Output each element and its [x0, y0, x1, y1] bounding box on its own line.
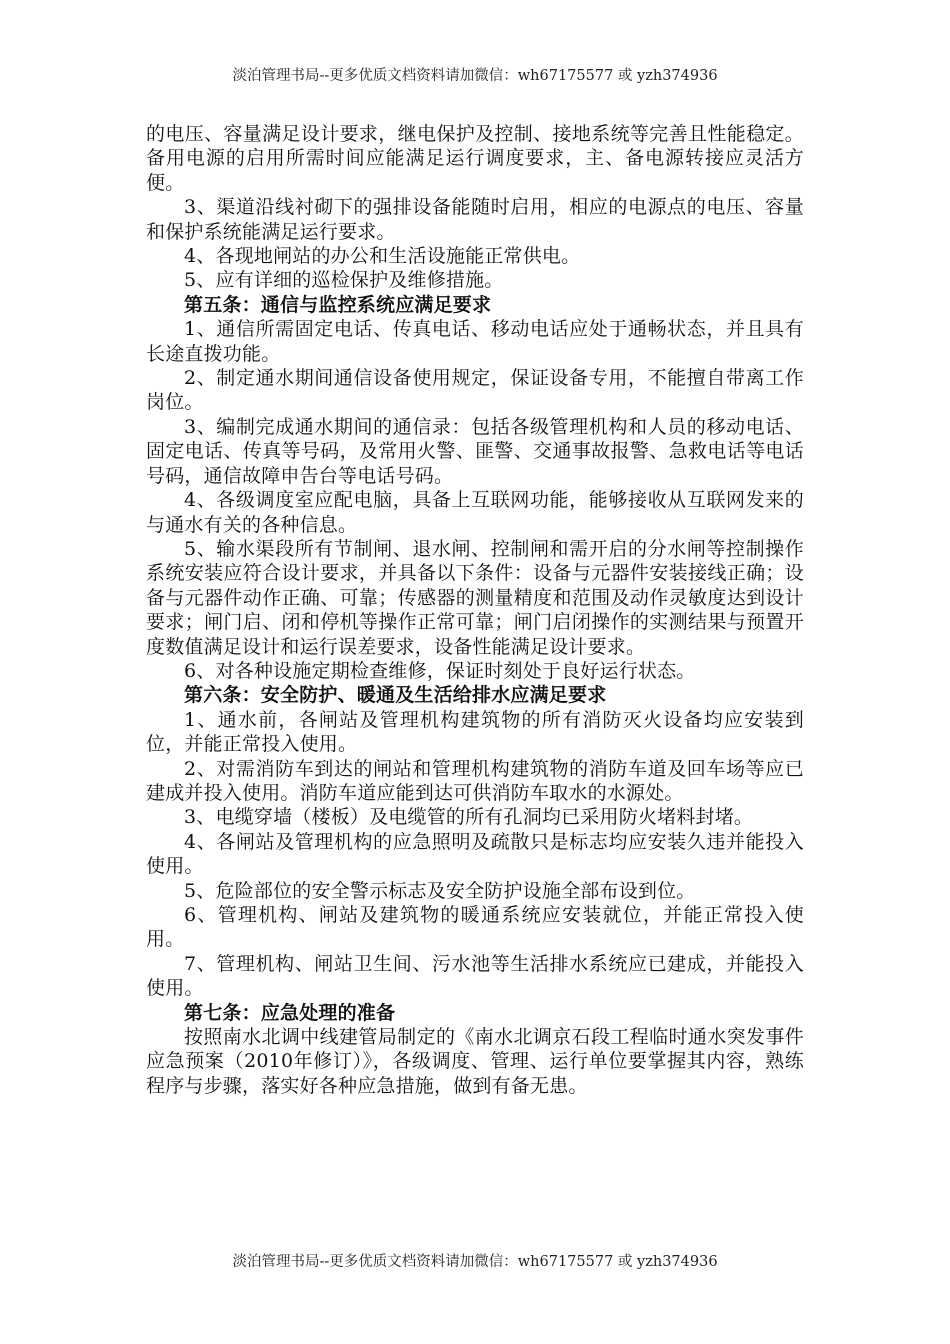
- section-heading-article-5: 第五条：通信与监控系统应满足要求: [184, 293, 492, 316]
- paragraph-comm-1: 1、通信所需固定电话、传真电话、移动电话应处于通畅状态，并且具有长途直拨功能。: [146, 318, 804, 365]
- page-header: 淡泊管理书局--更多优质文档资料请加微信：wh67175577 或 yzh374936: [232, 68, 718, 84]
- paragraph-safety-1: 1、通水前，各闸站及管理机构建筑物的所有消防灭火设备均应安装到位，并能正常投入使用。: [146, 708, 804, 756]
- paragraph-safety-6: 6、管理机构、闸站及建筑物的暖通系统应安装就位，并能正常投入使用。: [146, 904, 804, 951]
- paragraph-power-continued: 的电压、容量满足设计要求，继电保护及控制、接地系统等完善且性能稳定。备用电源的启用所需时间应能满足运行调度要求，主、备电源转接应灵活方便。: [146, 123, 804, 194]
- paragraph-power-3: 3、渠道沿线衬砌下的强排设备能随时启用，相应的电源点的电压、容量和保护系统能满足运行要求。: [146, 196, 804, 243]
- paragraph-safety-5: 5、危险部位的安全警示标志及安全防护设施全部布设到位。: [184, 879, 696, 902]
- paragraph-safety-2: 2、对需消防车到达的闸站和管理机构建筑物的消防车道及回车场等应已建成并投入使用。消防车道应能到达可供消防车取水的水源处。: [146, 757, 804, 804]
- paragraph-safety-7: 7、管理机构、闸站卫生间、污水池等生活排水系统应已建成，并能投入使用。: [146, 952, 804, 1000]
- paragraph-comm-3: 3、编制完成通水期间的通信录：包括各级管理机构和人员的移动电话、固定电话、传真等号码，及常用火警、匪警、交通事故报警、急救电话等电话号码，通信故障申告台等电话号码。: [146, 415, 804, 487]
- paragraph-power-4: 4、各现地闸站的办公和生活设施能正常供电。: [184, 245, 581, 268]
- paragraph-comm-5: 5、输水渠段所有节制闸、退水闸、控制闸和需开启的分水闸等控制操作系统安装应符合设计要求，并具备以下条件：设备与元器件安装接线正确；设备与元器件动作正确、可靠；传感器的测量精度和范围及动作灵敏度达到设计要求；闸门启、闭和停机等操作正常可靠；闸门启闭操作的实测结果与预置开度数值满足设计和运行误差要求，设备性能满足设计要求。: [146, 537, 804, 658]
- paragraph-comm-2: 2、制定通水期间通信设备使用规定，保证设备专用，不能擅自带离工作岗位。: [146, 367, 804, 414]
- paragraph-comm-6: 6、对各种设施定期检查维修，保证时刻处于良好运行状态。: [184, 659, 696, 682]
- section-heading-article-6: 第六条：安全防护、暖通及生活给排水应满足要求: [184, 684, 607, 707]
- section-heading-article-7: 第七条：应急处理的准备: [184, 1001, 396, 1024]
- document-body: [146, 122, 804, 1098]
- paragraph-safety-3: 3、电缆穿墙（楼板）及电缆管的所有孔洞均已采用防火堵料封堵。: [184, 806, 754, 829]
- paragraph-power-5: 5、应有详细的巡检保护及维修措施。: [184, 269, 504, 292]
- paragraph-comm-4: 4、各级调度室应配电脑，具备上互联网功能，能够接收从互联网发来的与通水有关的各种信息。: [146, 489, 804, 536]
- paragraph-emergency: 按照南水北调中线建管局制定的《南水北调京石段工程临时通水突发事件应急预案（2010年修订）》，各级调度、管理、运行单位要掌握其内容，熟练程序与步骤，落实好各种应急措施，做到有备无患。: [146, 1026, 804, 1097]
- paragraph-safety-4: 4、各闸站及管理机构的应急照明及疏散只是标志均应安装久违并能投入使用。: [146, 830, 804, 878]
- page-footer: 淡泊管理书局--更多优质文档资料请加微信：wh67175577 或 yzh374936: [232, 1254, 718, 1270]
